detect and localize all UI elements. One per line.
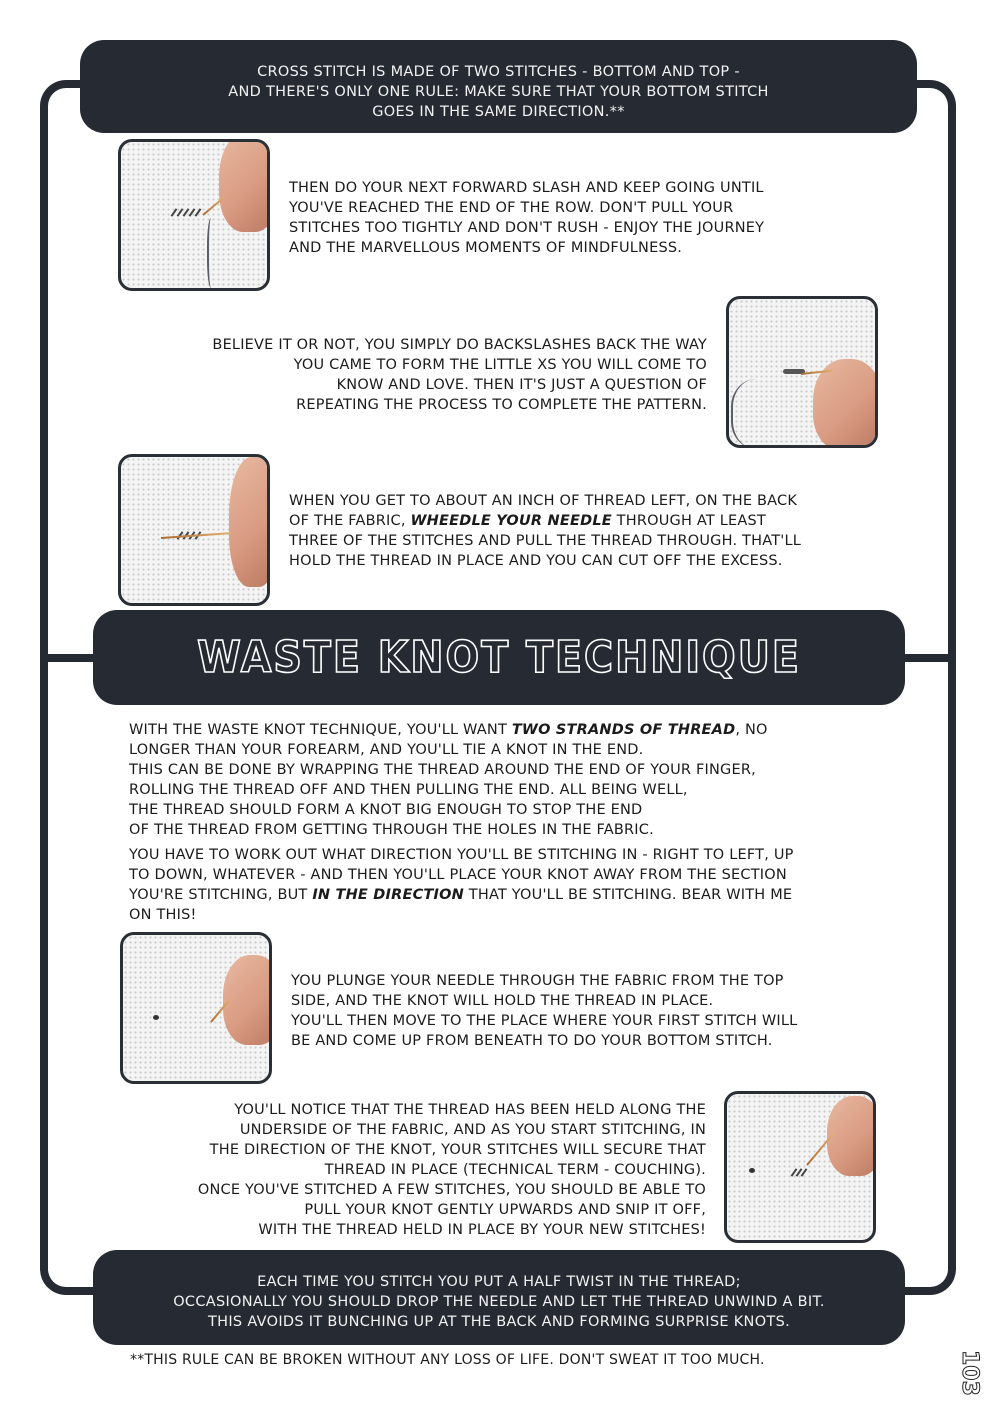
bottom-banner-line: THIS AVOIDS IT BUNCHING UP AT THE BACK AND FORMING SURPRISE KNOTS.: [208, 1314, 790, 1330]
text-line: WITH THE THREAD HELD IN PLACE BY YOUR NEW STITCHES!: [258, 1222, 706, 1238]
text-span: THROUGH AT LEAST: [611, 513, 766, 529]
emphasis-text: WHEEDLE YOUR NEEDLE: [410, 513, 612, 529]
text-line: ON THIS!: [129, 907, 197, 923]
emphasis-text: TWO STRANDS OF THREAD: [511, 722, 736, 738]
bottom-banner-line: EACH TIME YOU STITCH YOU PUT A HALF TWIST IN THE THREAD;: [257, 1274, 741, 1290]
photo-couching-stitches: [724, 1091, 876, 1243]
text-line: THEN DO YOUR NEXT FORWARD SLASH AND KEEP GOING UNTIL: [289, 180, 764, 196]
top-banner: [80, 40, 917, 133]
text-line: YOU'VE REACHED THE END OF THE ROW. DON'T PULL YOUR: [289, 200, 734, 216]
text-line: [289, 511, 801, 531]
finger-image: [219, 139, 270, 232]
thread-image: [731, 379, 793, 448]
top-banner-line: AND THERE'S ONLY ONE RULE: MAKE SURE THAT YOUR BOTTOM STITCH: [228, 84, 769, 100]
text-line: THE DIRECTION OF THE KNOT, YOUR STITCHES WILL SECURE THAT: [209, 1142, 706, 1158]
photo-plunge-needle: [120, 932, 272, 1084]
step-text-3: [289, 491, 801, 571]
bottom-banner-line: OCCASIONALLY YOU SHOULD DROP THE NEEDLE AND LET THE THREAD UNWIND A BIT.: [173, 1294, 825, 1310]
text-line: HOLD THE THREAD IN PLACE AND YOU CAN CUT OFF THE EXCESS.: [289, 553, 783, 569]
text-line: YOU HAVE TO WORK OUT WHAT DIRECTION YOU'LL BE STITCHING IN - RIGHT TO LEFT, UP: [129, 847, 794, 863]
text-line: PULL YOUR KNOT GENTLY UPWARDS AND SNIP IT OFF,: [304, 1202, 706, 1218]
section-title-banner: [93, 610, 905, 705]
text-line: OF THE THREAD FROM GETTING THROUGH THE HOLES IN THE FABRIC.: [129, 822, 654, 838]
knot-image: [749, 1168, 755, 1173]
text-span: , NO: [735, 722, 768, 738]
text-line: UNDERSIDE OF THE FABRIC, AND AS YOU START STITCHING, IN: [239, 1122, 706, 1138]
text-line: YOU'LL THEN MOVE TO THE PLACE WHERE YOUR FIRST STITCH WILL: [291, 1013, 798, 1029]
finger-image: [827, 1096, 876, 1176]
text-line: YOU CAME TO FORM THE LITTLE XS YOU WILL COME TO: [293, 357, 707, 373]
text-span: YOU'RE STITCHING, BUT: [129, 887, 313, 903]
frame-connector-left: [40, 654, 100, 662]
waste-knot-step-text-2: [120, 1100, 706, 1240]
footnote: **THIS RULE CAN BE BROKEN WITHOUT ANY LOSS OF LIFE. DON'T SWEAT IT TOO MUCH.: [130, 1352, 765, 1368]
text-span: THAT YOU'LL BE STITCHING. BEAR WITH ME: [463, 887, 793, 903]
text-span: OF THE FABRIC,: [289, 513, 411, 529]
section-title: WASTE KNOT TECHNIQUE: [197, 632, 801, 683]
photo-forward-slashes: [118, 139, 270, 291]
thread-image: [207, 218, 217, 288]
text-line: BELIEVE IT OR NOT, YOU SIMPLY DO BACKSLASHES BACK THE WAY: [212, 337, 707, 353]
text-span: WITH THE WASTE KNOT TECHNIQUE, YOU'LL WANT: [129, 722, 512, 738]
text-line: THE THREAD SHOULD FORM A KNOT BIG ENOUGH TO STOP THE END: [129, 802, 643, 818]
finger-image: [229, 457, 270, 587]
text-line: THREAD IN PLACE (TECHNICAL TERM - COUCHING).: [324, 1162, 706, 1178]
text-line: [129, 720, 768, 740]
text-line: BE AND COME UP FROM BENEATH TO DO YOUR BOTTOM STITCH.: [291, 1033, 773, 1049]
photo-wheedle-needle: [118, 454, 270, 606]
text-line: TO DOWN, WHATEVER - AND THEN YOU'LL PLACE YOUR KNOT AWAY FROM THE SECTION: [129, 867, 787, 883]
text-line: YOU PLUNGE YOUR NEEDLE THROUGH THE FABRIC FROM THE TOP: [291, 973, 784, 989]
text-line: LONGER THAN YOUR FOREARM, AND YOU'LL TIE A KNOT IN THE END.: [129, 742, 644, 758]
stitch-mark: [195, 208, 202, 217]
emphasis-text: IN THE DIRECTION: [312, 887, 464, 903]
text-line: KNOW AND LOVE. THEN IT'S JUST A QUESTION OF: [336, 377, 707, 393]
waste-knot-paragraph-1: [129, 720, 768, 840]
text-line: SIDE, AND THE KNOT WILL HOLD THE THREAD IN PLACE.: [291, 993, 714, 1009]
text-line: ONCE YOU'VE STITCHED A FEW STITCHES, YOU SHOULD BE ABLE TO: [197, 1182, 706, 1198]
frame-connector-right: [898, 654, 956, 662]
bottom-banner: [93, 1250, 905, 1345]
top-banner-line: GOES IN THE SAME DIRECTION.**: [372, 104, 625, 120]
text-line: YOU'LL NOTICE THAT THE THREAD HAS BEEN HELD ALONG THE: [234, 1102, 706, 1118]
top-banner-line: CROSS STITCH IS MADE OF TWO STITCHES - BOTTOM AND TOP -: [257, 64, 740, 80]
text-line: THIS CAN BE DONE BY WRAPPING THE THREAD AROUND THE END OF YOUR FINGER,: [129, 762, 756, 778]
text-line: [129, 885, 794, 905]
step-text-1: [289, 178, 764, 258]
waste-knot-paragraph-2: [129, 845, 794, 925]
text-line: ROLLING THE THREAD OFF AND THEN PULLING THE END. ALL BEING WELL,: [129, 782, 688, 798]
text-line: WHEN YOU GET TO ABOUT AN INCH OF THREAD LEFT, ON THE BACK: [289, 493, 798, 509]
text-line: STITCHES TOO TIGHTLY AND DON'T RUSH - ENJOY THE JOURNEY: [289, 220, 765, 236]
photo-backslashes: [726, 296, 878, 448]
text-line: AND THE MARVELLOUS MOMENTS OF MINDFULNESS.: [289, 240, 683, 256]
waste-knot-step-text-1: [291, 971, 797, 1051]
step-text-2: [140, 335, 707, 415]
knot-image: [153, 1015, 159, 1020]
page-number: 103: [957, 1350, 982, 1396]
text-line: THREE OF THE STITCHES AND PULL THE THREAD THROUGH. THAT'LL: [289, 533, 802, 549]
text-line: REPEATING THE PROCESS TO COMPLETE THE PATTERN.: [296, 397, 707, 413]
